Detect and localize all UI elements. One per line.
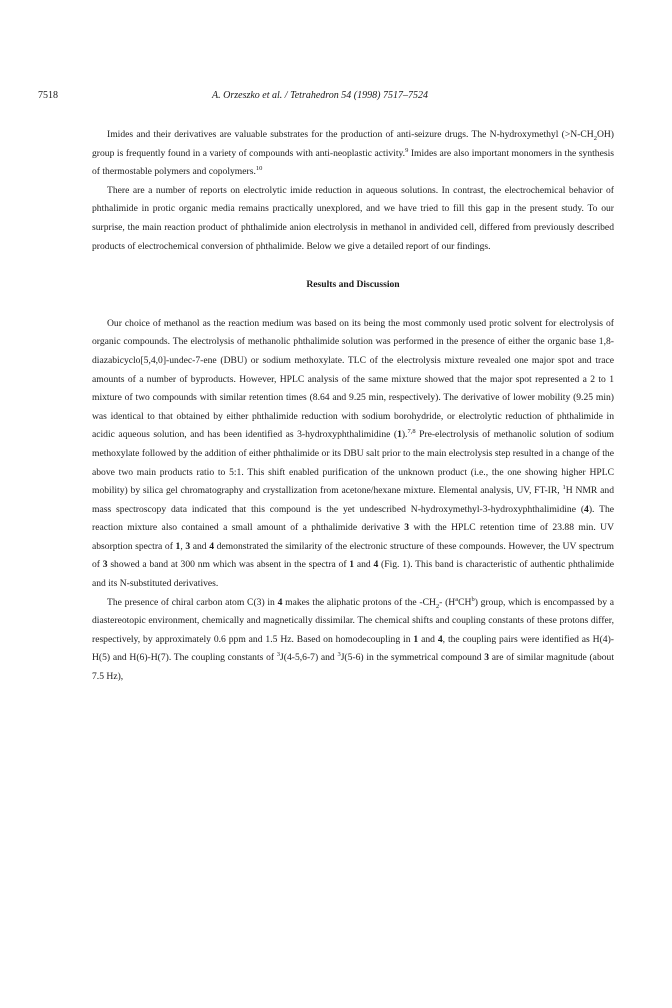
citation-ref: 9: [405, 146, 409, 154]
citation-ref: 10: [255, 165, 263, 172]
section-heading: Results and Discussion: [306, 279, 400, 291]
citation-ref: 7,8: [407, 428, 416, 436]
paragraph-methanol-choice: Our choice of methanol as the reaction medium was based on its being the most commonly used protic solvent for electrolysis of organic compounds. The electrolysis of methanolic phthalimide solution was performed in the presence of either the organic base 1,8-diazabicyclo[5,4,0]-undec-7-ene (DBU) or sodium methoxylate. TLC of the electrolysis mixture revealed one major spot and trace amounts of a number of byproducts. However, HPLC analysis of the same mixture showed that the major spot represented a 2 to 1 mixture of two compounds with similar retention times (8.64 and 9.25 min, respectively). The derivative of lower mobility (9.25 min) was identical to that obtained by either phthalimide reduction with sodium borohydride, or electrolytic reduction of phthalimide in acidic aqueous solution, and has been identified as 3-hydroxyphthalimidine (1).$^{7,8}$ Pre-electrolysis of methanolic solution of sodium methoxylate followed by the addition of either phthalimide or its DBU salt prior to the main electrolysis step resulted in a change of the above two main products ratio to 5:1. This shift enabled purification of the unknown product (i.e., the one showing higher HPLC mobility) by silica gel chromatography and crystallization from acetone/hexane mixture. Elemental analysis, UV, FT-IR, $^1$H NMR and mass spectroscopy data indicated that this compound is the yet undescribed N-hydroxymethyl-3-hydroxyphthalimidine (4). The reaction mixture also contained a small amount of a phthalimide derivative 3 with the HPLC retention time of 23.88 min. UV absorption spectra of 1, 3 and 4 demonstrated the similarity of the electronic structure of these compounds. However, the UV spectrum of 3 showed a band at 300 nm which was absent in the spectra of 1 and 4 (Fig. 1). This band is characteristic of authentic phthalimide and its N-substituted derivatives.: [92, 317, 615, 590]
page-number: 7518: [38, 90, 58, 101]
paragraph-electrolytic-reports: There are a number of reports on electrolytic imide reduction in aqueous solutions. In contrast, the electrochemical behavior of phthalimide in protic organic media remains practically unexplored, and we have tried to fill this gap in the present study. To our surprise, the main reaction product of phthalimide anion electrolysis in methanol in andivided cell, differed from previously described products of electrochemical conversion of phthalimide. Below we give a detailed report of our findings.: [92, 184, 614, 252]
paragraph-intro-imides: Imides and their derivatives are valuable substrates for the production of anti-seizure drugs. The N-hydroxymethyl $(>N-CH_2OH)$ group is frequently found in a variety of compounds with anti-neoplastic activity.$^9$ Imides are also important monomers in the synthesis of thermostable polymers and copolymers.$^{10}$: [92, 129, 614, 178]
paragraph-chiral-carbon: The presence of chiral carbon atom C(3) in 4 makes the aliphatic protons of the $-CH_2-$ $(H^aCH^b)$ group, which is encompassed by a diastereotopic environment, chemically and magnetically dissimilar. The chemical shifts and coupling constants of these protons differ, respectively, by approximately 0.6 ppm and 1.5 Hz. Based on homodecoupling in 1 and 4, the coupling pairs were identified as H(4)-H(5) and H(6)-H(7). The coupling constants of $^3$J(4-5,6-7) and $^3$J(5-6) in the symmetrical compound 3 are of similar magnitude (about 7.5 Hz),: [92, 595, 614, 683]
running-title: A. Orzeszko et al. / Tetrahedron 54 (1998) 7517–7524: [212, 90, 428, 101]
article-body: [92, 126, 614, 687]
